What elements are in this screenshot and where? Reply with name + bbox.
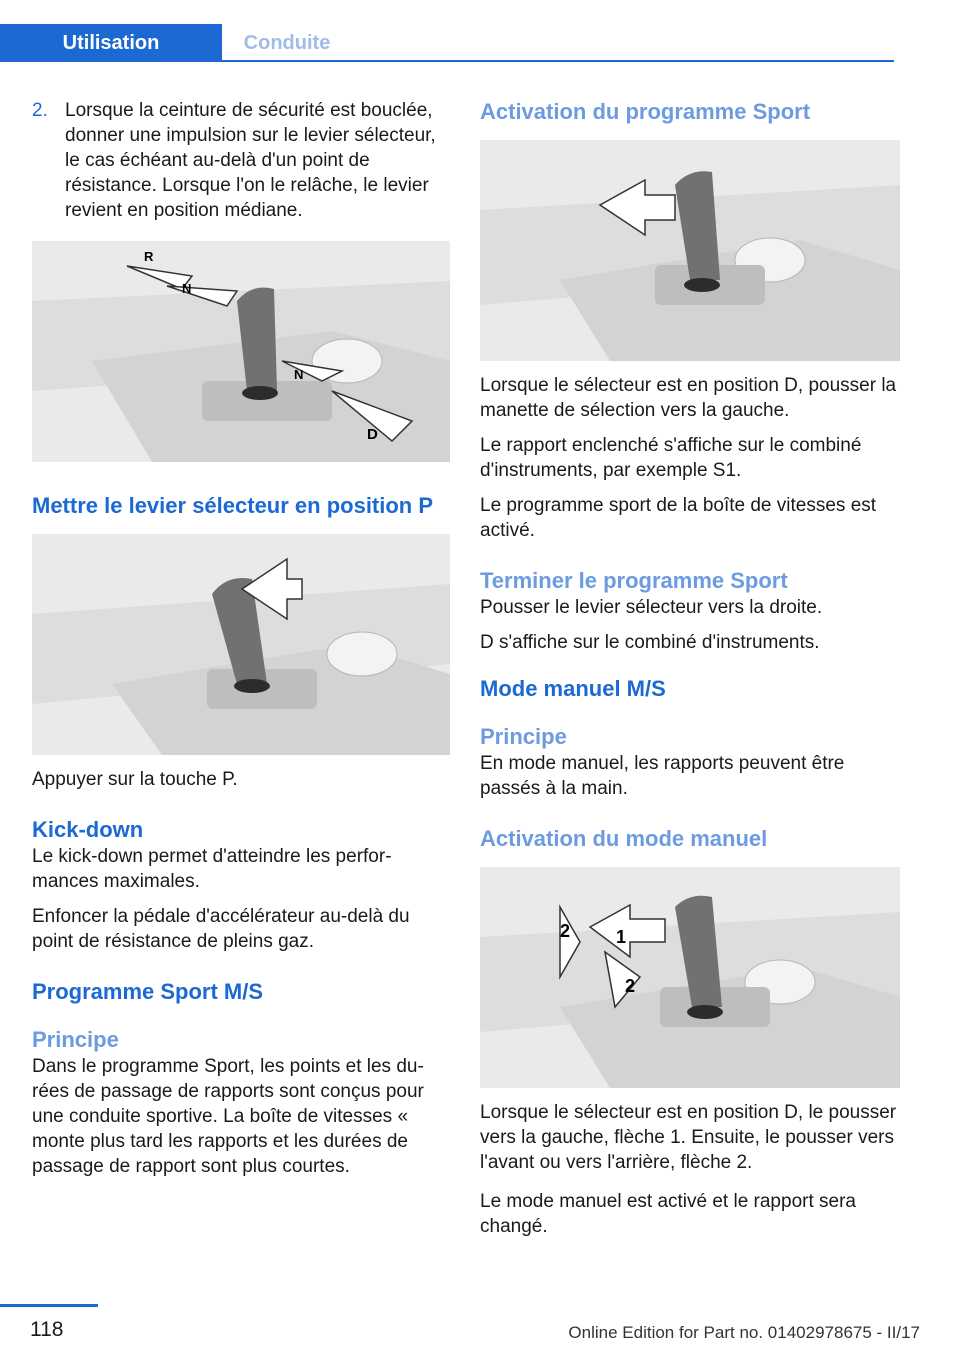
page-number: 118: [30, 1318, 64, 1341]
heading-position-p: Mettre le levier sélecteur en position P: [32, 493, 434, 518]
paragraph-manual-2: Le mode manuel est activé et le rapport sera changé.: [480, 1191, 856, 1237]
tab-underline: [0, 60, 894, 62]
chapter-tabs: [0, 24, 894, 62]
step-item: [32, 98, 450, 223]
figure-sport-activation: [480, 140, 900, 361]
heading-activation-manual: Activation du mode manuel: [480, 826, 768, 851]
tab-utilisation[interactable]: Utilisation: [0, 24, 222, 62]
paragraph-sport-3: Le programme sport de la boîte de vitesses est activé.: [480, 495, 877, 541]
fig4-label-1: 1: [616, 927, 627, 947]
footer-rule: [0, 1304, 98, 1307]
paragraph-sport-1: Lorsque le sélecteur est en position D, pousser la manette de sélection vers la gauche.: [480, 375, 897, 421]
right-column: [480, 98, 900, 1249]
paragraph-sport-2: Le rapport enclenché s'affiche sur le combiné d'instruments, par exemple S1.: [480, 435, 862, 481]
paragraph-terminer-1: Pousser le levier sélecteur vers la droite.: [480, 597, 823, 618]
paragraph-principe: Dans le programme Sport, les points et les durées de passage de rapports sont conçus pour une conduite sportive. La boîte de vitesses « monte plus tard les rapports et les durées de passage de rapport sont plus courtes.: [32, 1056, 424, 1177]
heading-manual-mode: Mode manuel M/S: [480, 676, 666, 701]
step-number: 2.: [32, 100, 48, 121]
paragraph-kickdown-2: Enfoncer la pédale d'accélérateur au-delà du point de résistance de pleins gaz.: [32, 906, 410, 952]
heading-principe: Principe: [32, 1027, 119, 1052]
figure-p-button: [32, 534, 450, 755]
paragraph-terminer-2: D s'affiche sur le combiné d'instruments.: [480, 632, 820, 653]
fig4-label-2-bottom: 2: [625, 976, 636, 996]
fig1-label-n-bottom: N: [294, 367, 304, 382]
figure-selector-lever-shift: [32, 241, 450, 462]
paragraph-p-button: Appuyer sur la touche P.: [32, 769, 238, 790]
left-column: [32, 98, 450, 1189]
figure-manual-activation: [480, 867, 900, 1088]
heading-terminer-sport: Terminer le programme Sport: [480, 568, 788, 593]
paragraph-principe-manual: En mode manuel, les rapports peuvent être passés à la main.: [480, 753, 845, 799]
heading-kickdown: Kick-down: [32, 817, 144, 842]
edition-text: Online Edition for Part no. 01402978675 - II/17: [568, 1323, 920, 1342]
paragraph-manual-1: Lorsque le sélecteur est en position D, le pousser vers la gauche, flèche 1. Ensuite, le pousser vers l'avant ou vers l'arrière, flèche 2.: [480, 1102, 897, 1173]
fig1-label-n-top: N: [182, 281, 192, 296]
fig1-label-r: R: [144, 249, 154, 264]
heading-sport-program: Programme Sport M/S: [32, 979, 264, 1004]
fig1-label-d: D: [367, 426, 378, 443]
heading-principe-manual: Principe: [480, 724, 567, 749]
tab-conduite[interactable]: Conduite: [243, 32, 331, 54]
fig4-label-2-top: 2: [560, 921, 571, 941]
heading-activation-sport: Activation du programme Sport: [480, 99, 811, 124]
step-text: Lorsque la ceinture de sécurité est bouclée, donner une impulsion sur le levier sélecteur, le cas échéant au-delà d'un point de résistance. Lorsque l'on le relâche, le levier revient en position médiane.: [65, 100, 436, 221]
paragraph-kickdown-1: Le kick-down permet d'atteindre les performances maximales.: [32, 846, 392, 892]
